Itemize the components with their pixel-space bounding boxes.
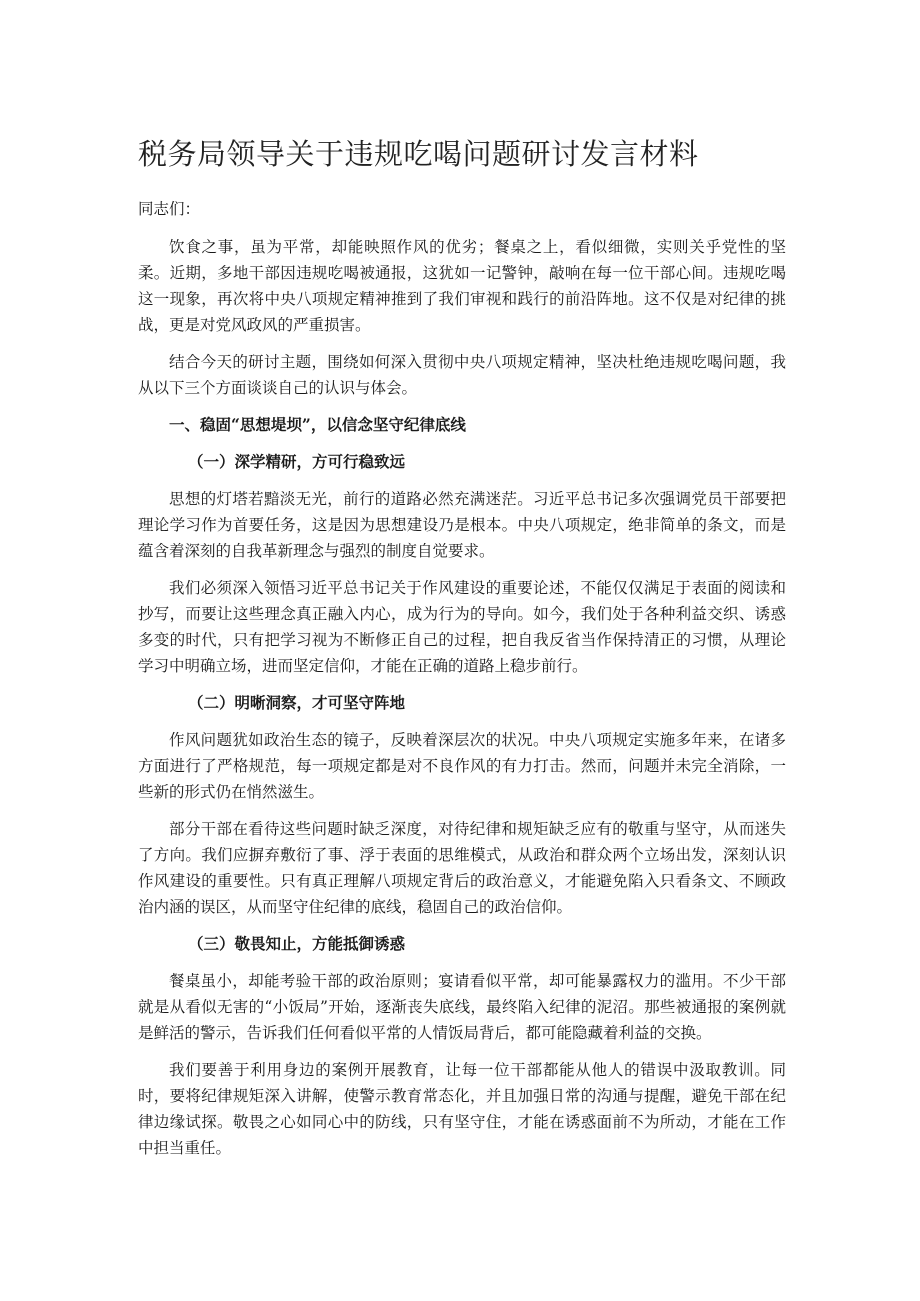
body-paragraph: 我们要善于利用身边的案例开展教育，让每一位干部都能从他人的错误中汲取教训。同时，要将纪律规矩深入讲解，使警示教育常态化，并且加强日常的沟通与提醒，避免干部在纪律边缘试探。敬畏之心如同心中的防线，只有坚守住，才能在诱惑面前不为所动，才能在工作中担当重任。 (138, 1061, 786, 1157)
document-title: 税务局领导关于违规吃喝问题研讨发言材料 (138, 137, 699, 171)
subsection-heading: （二）明晰洞察，才可坚守阵地 (188, 693, 406, 712)
salutation: 同志们： (138, 200, 201, 218)
intro-paragraph: 结合今天的研讨主题，围绕如何深入贯彻中央八项规定精神，坚决杜绝违规吃喝问题，我从以下三个方面谈谈自己的认识与体会。 (138, 353, 786, 397)
document-page (138, 134, 786, 1172)
body-paragraph: 我们必须深入领悟习近平总书记关于作风建设的重要论述，不能仅仅满足于表面的阅读和抄写，而要让这些理念真正融入内心，成为行为的导向。如今，我们处于各种利益交织、诱惑多变的时代，只有把学习视为不断修正自己的过程，把自我反省当作保持清正的习惯，从理论学习中明确立场，进而坚定信仰，才能在正确的道路上稳步前行。 (138, 579, 786, 675)
subsection-heading: （三）敬畏知止，方能抵御诱惑 (188, 934, 406, 953)
section-heading: 一、稳固“思想堤坝”，以信念坚守纪律底线 (169, 415, 466, 434)
body-paragraph: 作风问题犹如政治生态的镜子，反映着深层次的状况。中央八项规定实施多年来，在诸多方面进行了严格规范，每一项规定都是对不良作风的有力打击。然而，问题并未完全消除，一些新的形式仍在悄然滋生。 (138, 731, 786, 801)
body-paragraph: 部分干部在看待这些问题时缺乏深度，对待纪律和规矩缺乏应有的敬重与坚守，从而迷失了方向。我们应摒弃敷衍了事、浮于表面的思维模式，从政治和群众两个立场出发，深刻认识作风建设的重要性。只有真正理解八项规定背后的政治意义，才能避免陷入只看条文、不顾政治内涵的误区，从而坚守住纪律的底线，稳固自己的政治信仰。 (138, 820, 786, 916)
body-paragraph: 思想的灯塔若黯淡无光，前行的道路必然充满迷茫。习近平总书记多次强调党员干部要把理论学习作为首要任务，这是因为思想建设乃是根本。中央八项规定，绝非简单的条文，而是蕴含着深刻的自我革新理念与强烈的制度自觉要求。 (138, 490, 786, 560)
intro-paragraph: 饮食之事，虽为平常，却能映照作风的优劣；餐桌之上，看似细微，实则关乎党性的坚柔。近期，多地干部因违规吃喝被通报，这犹如一记警钟，敲响在每一位干部心间。违规吃喝这一现象，再次将中央八项规定精神推到了我们审视和践行的前沿阵地。这不仅是对纪律的挑战，更是对党风政风的严重损害。 (138, 238, 786, 334)
body-paragraph: 餐桌虽小，却能考验干部的政治原则；宴请看似平常，却可能暴露权力的滥用。不少干部就是从看似无害的“小饭局”开始，逐渐丧失底线，最终陷入纪律的泥沼。那些被通报的案例就是鲜活的警示，告诉我们任何看似平常的人情饭局背后，都可能隐藏着利益的交换。 (138, 972, 786, 1042)
subsection-heading: （一）深学精研，方可行稳致远 (188, 452, 406, 471)
